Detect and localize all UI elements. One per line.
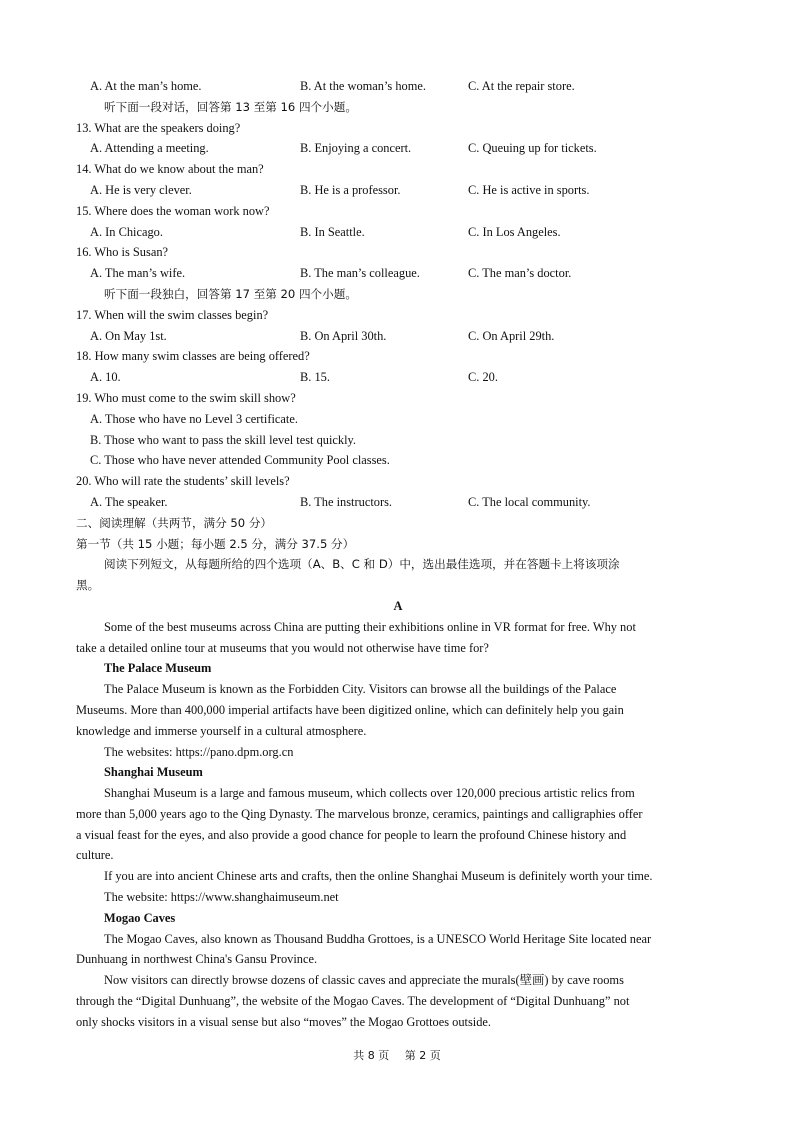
palace-text: The Palace Museum is known as the Forbidden City. Visitors can browse all the buildings of the Palace bbox=[104, 682, 617, 697]
option-b: B. 15. bbox=[300, 370, 330, 385]
option-b: B. Those who want to pass the skill level test quickly. bbox=[90, 432, 357, 447]
option-a: A. The man’s wife. bbox=[90, 266, 186, 281]
section-title: 二、阅读理解（共两节，满分 50 分） bbox=[76, 515, 273, 530]
shanghai-text-cont: culture. bbox=[76, 848, 114, 863]
part-instructions: 阅读下列短文，从每题所给的四个选项（A、B、C 和 D）中，选出最佳选项，并在答题卡上将该项涂 bbox=[104, 557, 620, 572]
option-b: B. At the woman’s home. bbox=[300, 79, 426, 93]
mogao-text-2: Now visitors can directly browse dozens of classic caves and appreciate the murals(壁画) by cave rooms bbox=[104, 973, 624, 988]
option-c: C. At the repair store. bbox=[468, 79, 575, 93]
option-a: A. The speaker. bbox=[90, 494, 168, 509]
mogao-text-cont: Dunhuang in northwest China's Gansu Province. bbox=[76, 952, 318, 967]
option-c: C. The man’s doctor. bbox=[468, 266, 572, 281]
q18-options bbox=[76, 367, 720, 388]
palace-website: The websites: https://pano.dpm.org.cn bbox=[104, 744, 294, 759]
option-a: A. 10. bbox=[90, 370, 121, 385]
mogao-text-2-cont: only shocks visitors in a visual sense but also “moves” the Mogao Grottoes outside. bbox=[76, 1014, 492, 1029]
option-c: C. The local community. bbox=[468, 494, 591, 509]
option-b: B. On April 30th. bbox=[300, 328, 387, 343]
exam-page bbox=[76, 76, 720, 1033]
option-a: A. At the man’s home. bbox=[90, 79, 202, 93]
listening-directions-13-16: 听下面一段对话，回答第 13 至第 16 四个小题。 bbox=[104, 99, 357, 114]
shanghai-website: The website: https://www.shanghaimuseum.net bbox=[104, 890, 339, 905]
question-17: 17. When will the swim classes begin? bbox=[76, 307, 269, 322]
q20-options bbox=[76, 492, 720, 513]
question-14: 14. What do we know about the man? bbox=[76, 162, 264, 177]
palace-text-cont: knowledge and immerse yourself in a cultural atmosphere. bbox=[76, 723, 367, 738]
q12-options bbox=[76, 76, 720, 97]
option-b: B. In Seattle. bbox=[300, 224, 365, 239]
option-c: C. He is active in sports. bbox=[468, 182, 590, 197]
option-a: A. On May 1st. bbox=[90, 328, 167, 343]
option-b: B. The man’s colleague. bbox=[300, 266, 420, 281]
option-b: B. Enjoying a concert. bbox=[300, 141, 412, 156]
option-c: C. On April 29th. bbox=[468, 328, 555, 343]
option-a: A. Those who have no Level 3 certificate. bbox=[90, 411, 298, 426]
option-c: C. Those who have never attended Community Pool classes. bbox=[90, 453, 390, 468]
question-15: 15. Where does the woman work now? bbox=[76, 203, 270, 218]
q13-options bbox=[76, 138, 720, 159]
mogao-text: The Mogao Caves, also known as Thousand Buddha Grottoes, is a UNESCO World Heritage Site located near bbox=[104, 931, 652, 946]
question-19: 19. Who must come to the swim skill show? bbox=[76, 390, 296, 405]
option-a: A. Attending a meeting. bbox=[90, 141, 209, 156]
option-c: C. Queuing up for tickets. bbox=[468, 141, 597, 156]
part-title: 第一节（共 15 小题；每小题 2.5 分，满分 37.5 分） bbox=[76, 536, 355, 551]
q15-options bbox=[76, 222, 720, 243]
question-16: 16. Who is Susan? bbox=[76, 245, 169, 260]
q17-options bbox=[76, 326, 720, 347]
q16-options bbox=[76, 263, 720, 284]
mogao-text-2-cont: through the “Digital Dunhuang”, the website of the Mogao Caves. The development of “Digital Dunhuang” not bbox=[76, 994, 630, 1009]
palace-text-cont: Museums. More than 400,000 imperial artifacts have been digitized online, which can definitely help you gain bbox=[76, 702, 624, 717]
question-13: 13. What are the speakers doing? bbox=[76, 120, 241, 135]
part-instructions-cont: 黑。 bbox=[76, 578, 100, 593]
intro-paragraph: Some of the best museums across China are putting their exhibitions online in VR format for free. Why not bbox=[104, 619, 636, 634]
current-page: 第 2 页 bbox=[404, 1049, 441, 1062]
shanghai-text-2: If you are into ancient Chinese arts and crafts, then the online Shanghai Museum is definitely worth your time. bbox=[104, 869, 653, 884]
page-footer bbox=[0, 1046, 794, 1067]
listening-directions-17-20: 听下面一段独白，回答第 17 至第 20 四个小题。 bbox=[104, 286, 357, 301]
question-18: 18. How many swim classes are being offered? bbox=[76, 349, 310, 364]
mogao-heading: Mogao Caves bbox=[104, 910, 176, 925]
palace-heading: The Palace Museum bbox=[104, 661, 212, 676]
shanghai-text-cont: a visual feast for the eyes, and also provide a good chance for people to learn the profound Chinese history and bbox=[76, 827, 627, 842]
question-20: 20. Who will rate the students’ skill levels? bbox=[76, 474, 290, 489]
option-c: C. 20. bbox=[468, 370, 498, 385]
total-pages: 共 8 页 bbox=[353, 1049, 390, 1062]
shanghai-text-cont: more than 5,000 years ago to the Qing Dynasty. The marvelous bronze, ceramics, paintings and calligraphies offer bbox=[76, 806, 643, 821]
q14-options bbox=[76, 180, 720, 201]
option-b: B. He is a professor. bbox=[300, 182, 401, 197]
intro-paragraph-cont: take a detailed online tour at museums that you would not otherwise have time for? bbox=[76, 640, 489, 655]
shanghai-text: Shanghai Museum is a large and famous museum, which collects over 120,000 precious artistic relics from bbox=[104, 786, 635, 801]
shanghai-heading: Shanghai Museum bbox=[104, 765, 203, 780]
option-b: B. The instructors. bbox=[300, 494, 393, 509]
option-c: C. In Los Angeles. bbox=[468, 224, 561, 239]
option-a: A. He is very clever. bbox=[90, 182, 192, 197]
passage-label: A bbox=[393, 598, 403, 613]
option-a: A. In Chicago. bbox=[90, 224, 163, 239]
